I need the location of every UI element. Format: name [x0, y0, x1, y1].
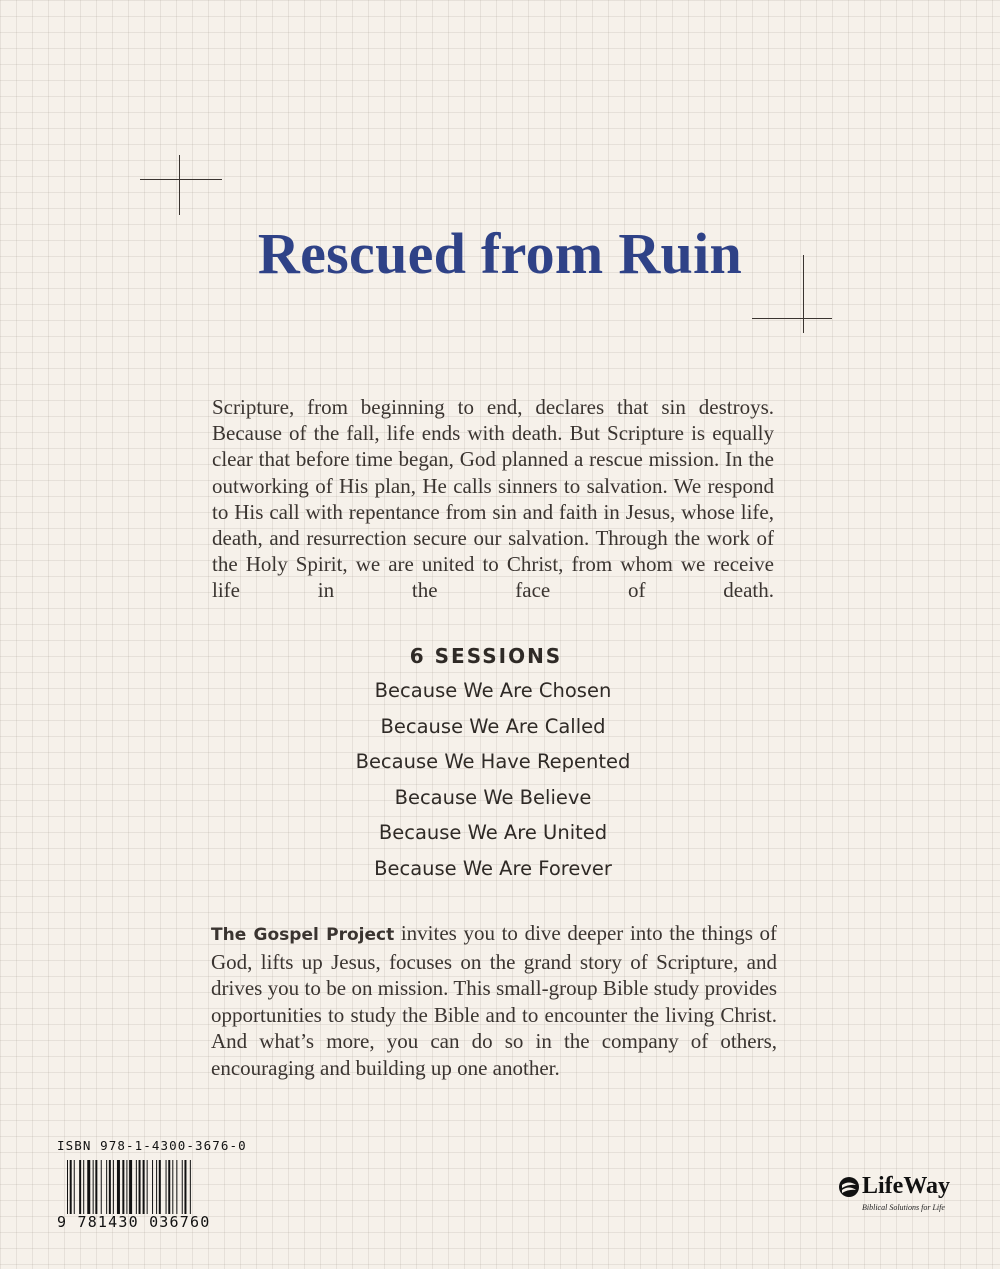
- barcode-number: 9 781430 036760: [57, 1213, 211, 1231]
- isbn-label: ISBN 978-1-4300-3676-0: [57, 1138, 247, 1153]
- isbn-barcode: [57, 1138, 247, 1236]
- session-item: Because We Believe: [394, 785, 592, 809]
- session-item: Because We Have Repented: [355, 750, 631, 773]
- session-item: Because We Are Forever: [374, 856, 612, 880]
- series-description: [211, 920, 777, 1082]
- lifeway-logo-icon: [838, 1176, 860, 1198]
- session-item: Because We Are United: [378, 821, 608, 844]
- publisher-name: LifeWay: [862, 1173, 950, 1199]
- session-item: Because We Are Chosen: [374, 679, 612, 702]
- book-title: Rescued from Ruin: [257, 221, 743, 286]
- sessions-heading: 6 SESSIONS: [409, 644, 563, 668]
- barcode-bars: [67, 1160, 235, 1214]
- sessions-list: [0, 676, 1000, 889]
- decorative-crosshair-top-left: [140, 155, 222, 215]
- session-item: Because We Are Called: [380, 714, 606, 738]
- publisher-tagline: Biblical Solutions for Life: [862, 1203, 945, 1212]
- series-description-text: invites you to dive deeper into the things of God, lifts up Jesus, focuses on the grand story of Scripture, and drives you to be on mission. This small-group Bible study provides opportunities to study the Bible and to encounter the living Christ. And what’s more, you can do so in the company of others, encouraging and building up one another.: [211, 921, 777, 1080]
- series-brand-name: The Gospel Project: [211, 925, 395, 945]
- publisher-logo: [838, 1173, 958, 1221]
- book-description: Scripture, from beginning to end, declares that sin destroys. Because of the fall, life ends with death. But Scripture is equally clear that before time began, God planned a rescue mission. In the outworking of His plan, He calls sinners to salvation. We respond to His call with repentance from sin and faith in Jesus, whose life, death, and resurrection secure our salvation. Through the work of the Holy Spirit, we are united to Christ, from whom we receive life in the face of death.: [212, 395, 774, 603]
